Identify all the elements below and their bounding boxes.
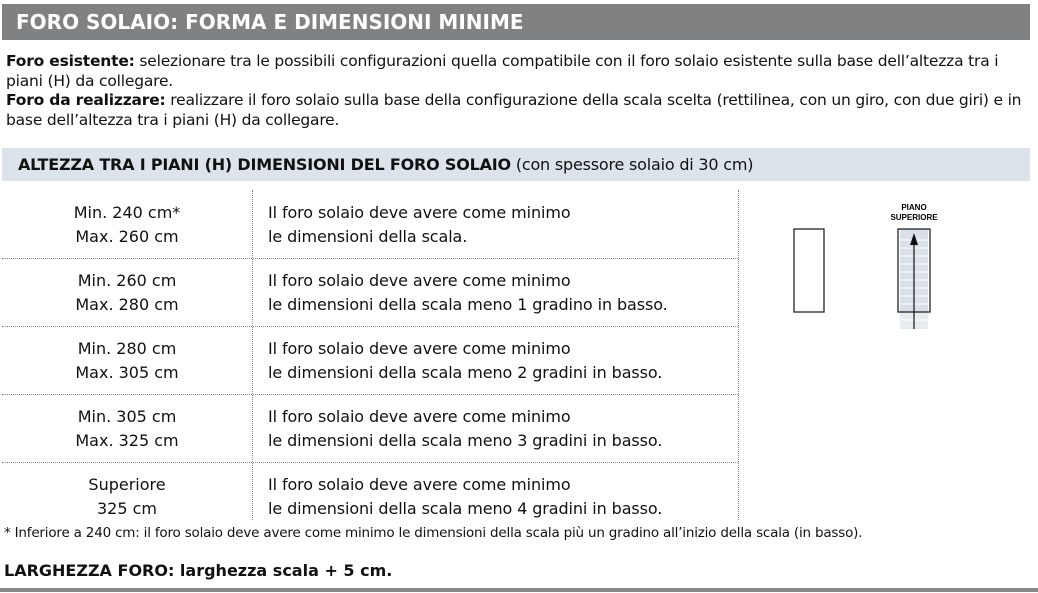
description-cell [268, 259, 668, 327]
table-row [2, 395, 738, 463]
row-divider [2, 462, 738, 463]
height-line: Max. 305 cm [75, 363, 179, 382]
description-line: Il foro solaio deve avere come minimo [268, 339, 571, 358]
new-text: realizzare il foro solaio sulla base della configurazione della scala scelta (rettilinea, con un giro, con due giri) e in base dell’altezza tra i piani (H) da collegare. [6, 91, 1022, 129]
new-label: Foro da realizzare: [6, 91, 166, 109]
bottom-rule [0, 588, 1038, 592]
description-line: Il foro solaio deve avere come minimo [268, 271, 571, 290]
table-header-note: (con spessore solaio di 30 cm) [510, 155, 754, 174]
height-line: Min. 305 cm [77, 407, 177, 426]
table-header-title: ALTEZZA TRA I PIANI (H) DIMENSIONI DEL FORO SOLAIO [18, 155, 511, 174]
column-divider [252, 190, 253, 520]
table-row [2, 259, 738, 327]
hole-rectangle [794, 229, 824, 312]
table-row [2, 327, 738, 395]
page-title: FORO SOLAIO: FORMA E DIMENSIONI MINIME [2, 4, 1030, 40]
existing-text: selezionare tra le possibili configurazioni quella compatibile con il foro solaio esistente sulla base dell’altezza tra i piani (H) da collegare. [6, 52, 999, 90]
table-row [2, 191, 738, 259]
description-cell [268, 395, 662, 463]
diagram-label-1: PIANO [901, 203, 927, 212]
height-line: Min. 280 cm [77, 339, 177, 358]
description-cell [268, 327, 662, 395]
diagram-label-2: SUPERIORE [890, 213, 938, 222]
table-header [2, 148, 1030, 181]
table-row [2, 463, 738, 531]
height-line: Max. 280 cm [75, 295, 179, 314]
height-line: Max. 325 cm [75, 431, 179, 450]
height-cell [2, 463, 252, 531]
height-cell [2, 259, 252, 327]
description-cell [268, 463, 662, 531]
height-line: Min. 260 cm [77, 271, 177, 290]
description-line: le dimensioni della scala. [268, 227, 468, 246]
description-line: Il foro solaio deve avere come minimo [268, 203, 571, 222]
height-line: 325 cm [96, 499, 157, 518]
floor-hole-diagram [780, 195, 960, 335]
description-line: Il foro solaio deve avere come minimo [268, 407, 571, 426]
existing-paragraph [6, 52, 1036, 91]
height-cell [2, 327, 252, 395]
existing-label: Foro esistente: [6, 52, 135, 70]
description-cell [268, 191, 571, 259]
height-line: Min. 240 cm* [73, 203, 181, 222]
row-divider [2, 394, 738, 395]
height-line: Superiore [88, 475, 166, 494]
description-line: Il foro solaio deve avere come minimo [268, 475, 571, 494]
height-cell [2, 395, 252, 463]
description-line: le dimensioni della scala meno 3 gradini in basso. [268, 431, 663, 450]
row-divider [2, 326, 738, 327]
description-line: le dimensioni della scala meno 4 gradini in basso. [268, 499, 663, 518]
new-paragraph [6, 91, 1036, 130]
description-line: le dimensioni della scala meno 2 gradini in basso. [268, 363, 663, 382]
column-divider [738, 190, 739, 520]
row-divider [2, 258, 738, 259]
width-note: LARGHEZZA FORO: larghezza scala + 5 cm. [4, 561, 393, 580]
footnote: * Inferiore a 240 cm: il foro solaio deve avere come minimo le dimensioni della scala più un gradino all’inizio della scala (in basso). [4, 525, 863, 541]
height-cell [2, 191, 252, 259]
height-line: Max. 260 cm [75, 227, 179, 246]
intro-text [6, 52, 1036, 130]
description-line: le dimensioni della scala meno 1 gradino in basso. [268, 295, 668, 314]
